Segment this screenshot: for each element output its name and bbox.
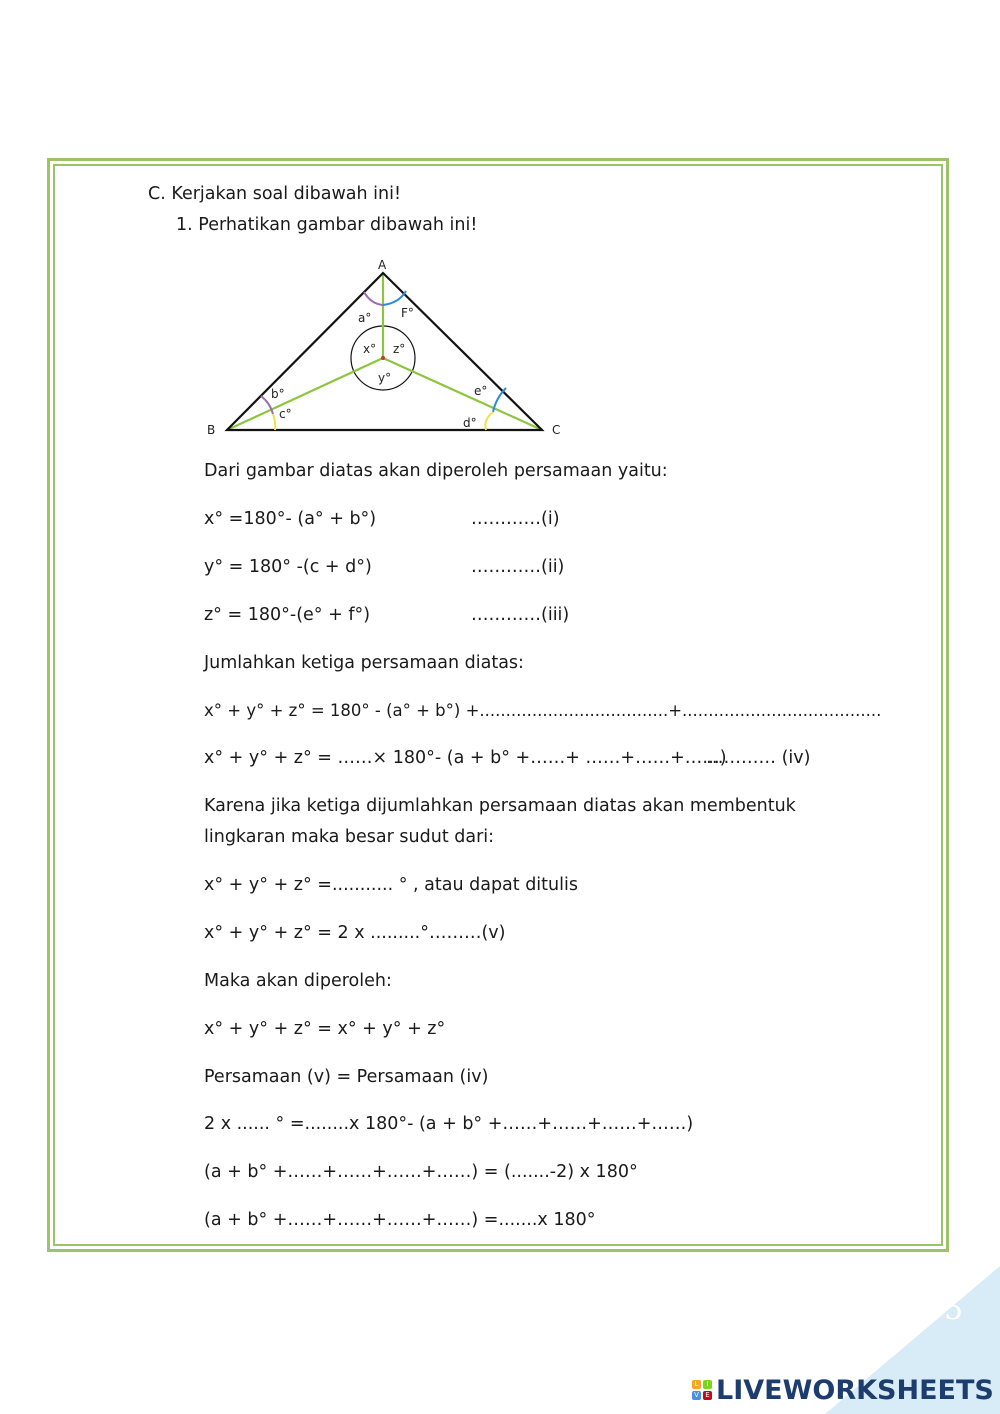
page-number: 5 xyxy=(944,1292,964,1327)
sum-line-2[interactable]: x° + y° + z° = ……× 180°- (a + b° +……+ ……+……+……) xyxy=(204,748,727,768)
equation-3: z° = 180°-(e° + f°) xyxy=(204,605,371,625)
arc-a xyxy=(364,292,383,305)
angle-d-label: d° xyxy=(463,416,477,430)
circle-equation-2[interactable]: x° + y° + z° = 2 x .........°………(v) xyxy=(204,923,506,943)
identity-equation: x° + y° + z° = x° + y° + z° xyxy=(204,1019,446,1039)
equation-1-tag: …………(i) xyxy=(471,509,560,529)
vertex-c-label: C xyxy=(552,423,561,437)
equate-text: Persamaan (v) = Persamaan (iv) xyxy=(204,1067,489,1087)
sum-line-1[interactable]: x° + y° + z° = 180° - (a° + b°) +....................................+...................................... xyxy=(204,701,882,720)
angle-y-label: y° xyxy=(378,371,392,385)
arc-d xyxy=(485,412,493,430)
circle-text-2: lingkaran maka besar sudut dari: xyxy=(204,827,495,847)
vertex-b-label: B xyxy=(207,423,216,437)
step-3[interactable]: (a + b° +……+……+……+……) =.......x 180° xyxy=(204,1210,596,1230)
then-text: Maka akan diperoleh: xyxy=(204,971,392,991)
bisector-b xyxy=(227,358,383,430)
question-1-prompt: 1. Perhatikan gambar dibawah ini! xyxy=(176,215,478,235)
arc-c xyxy=(273,414,275,430)
equation-2-tag: …………(ii) xyxy=(471,557,565,577)
step-1[interactable]: 2 x ...... ° =........x 180°- (a + b° +……+……+……+……) xyxy=(204,1114,694,1134)
liveworksheets-logo-icon: L I V E xyxy=(692,1380,712,1400)
vertex-a-label: A xyxy=(378,258,387,272)
angle-f-label: F° xyxy=(401,306,414,320)
angle-b-label: b° xyxy=(271,387,285,401)
center-point xyxy=(381,356,385,360)
intro-text: Dari gambar diatas akan diperoleh persamaan yaitu: xyxy=(204,461,668,481)
sum-intro: Jumlahkan ketiga persamaan diatas: xyxy=(204,653,524,673)
section-heading: C. Kerjakan soal dibawah ini! xyxy=(148,184,401,204)
sum-line-2-tag: ………… (iv) xyxy=(706,748,811,768)
circle-equation[interactable]: x° + y° + z° =........... ° , atau dapat ditulis xyxy=(204,875,578,895)
triangle-figure xyxy=(195,252,575,447)
step-2[interactable]: (a + b° +……+……+……+……) = (.......-2) x 180° xyxy=(204,1162,638,1182)
angle-c-label: c° xyxy=(279,407,292,421)
brand-name: LIVEWORKSHEETS xyxy=(716,1374,994,1406)
equation-2: y° = 180° -(c + d°) xyxy=(204,557,372,577)
angle-z-label: z° xyxy=(393,342,406,356)
equation-1: x° =180°- (a° + b°) xyxy=(204,509,377,529)
equation-3-tag: …………(iii) xyxy=(471,605,570,625)
circle-text-1: Karena jika ketiga dijumlahkan persamaan diatas akan membentuk xyxy=(204,796,796,816)
angle-e-label: e° xyxy=(474,384,488,398)
liveworksheets-brand xyxy=(692,1374,994,1406)
angle-x-label: x° xyxy=(363,342,377,356)
angle-a-label: a° xyxy=(358,311,372,325)
